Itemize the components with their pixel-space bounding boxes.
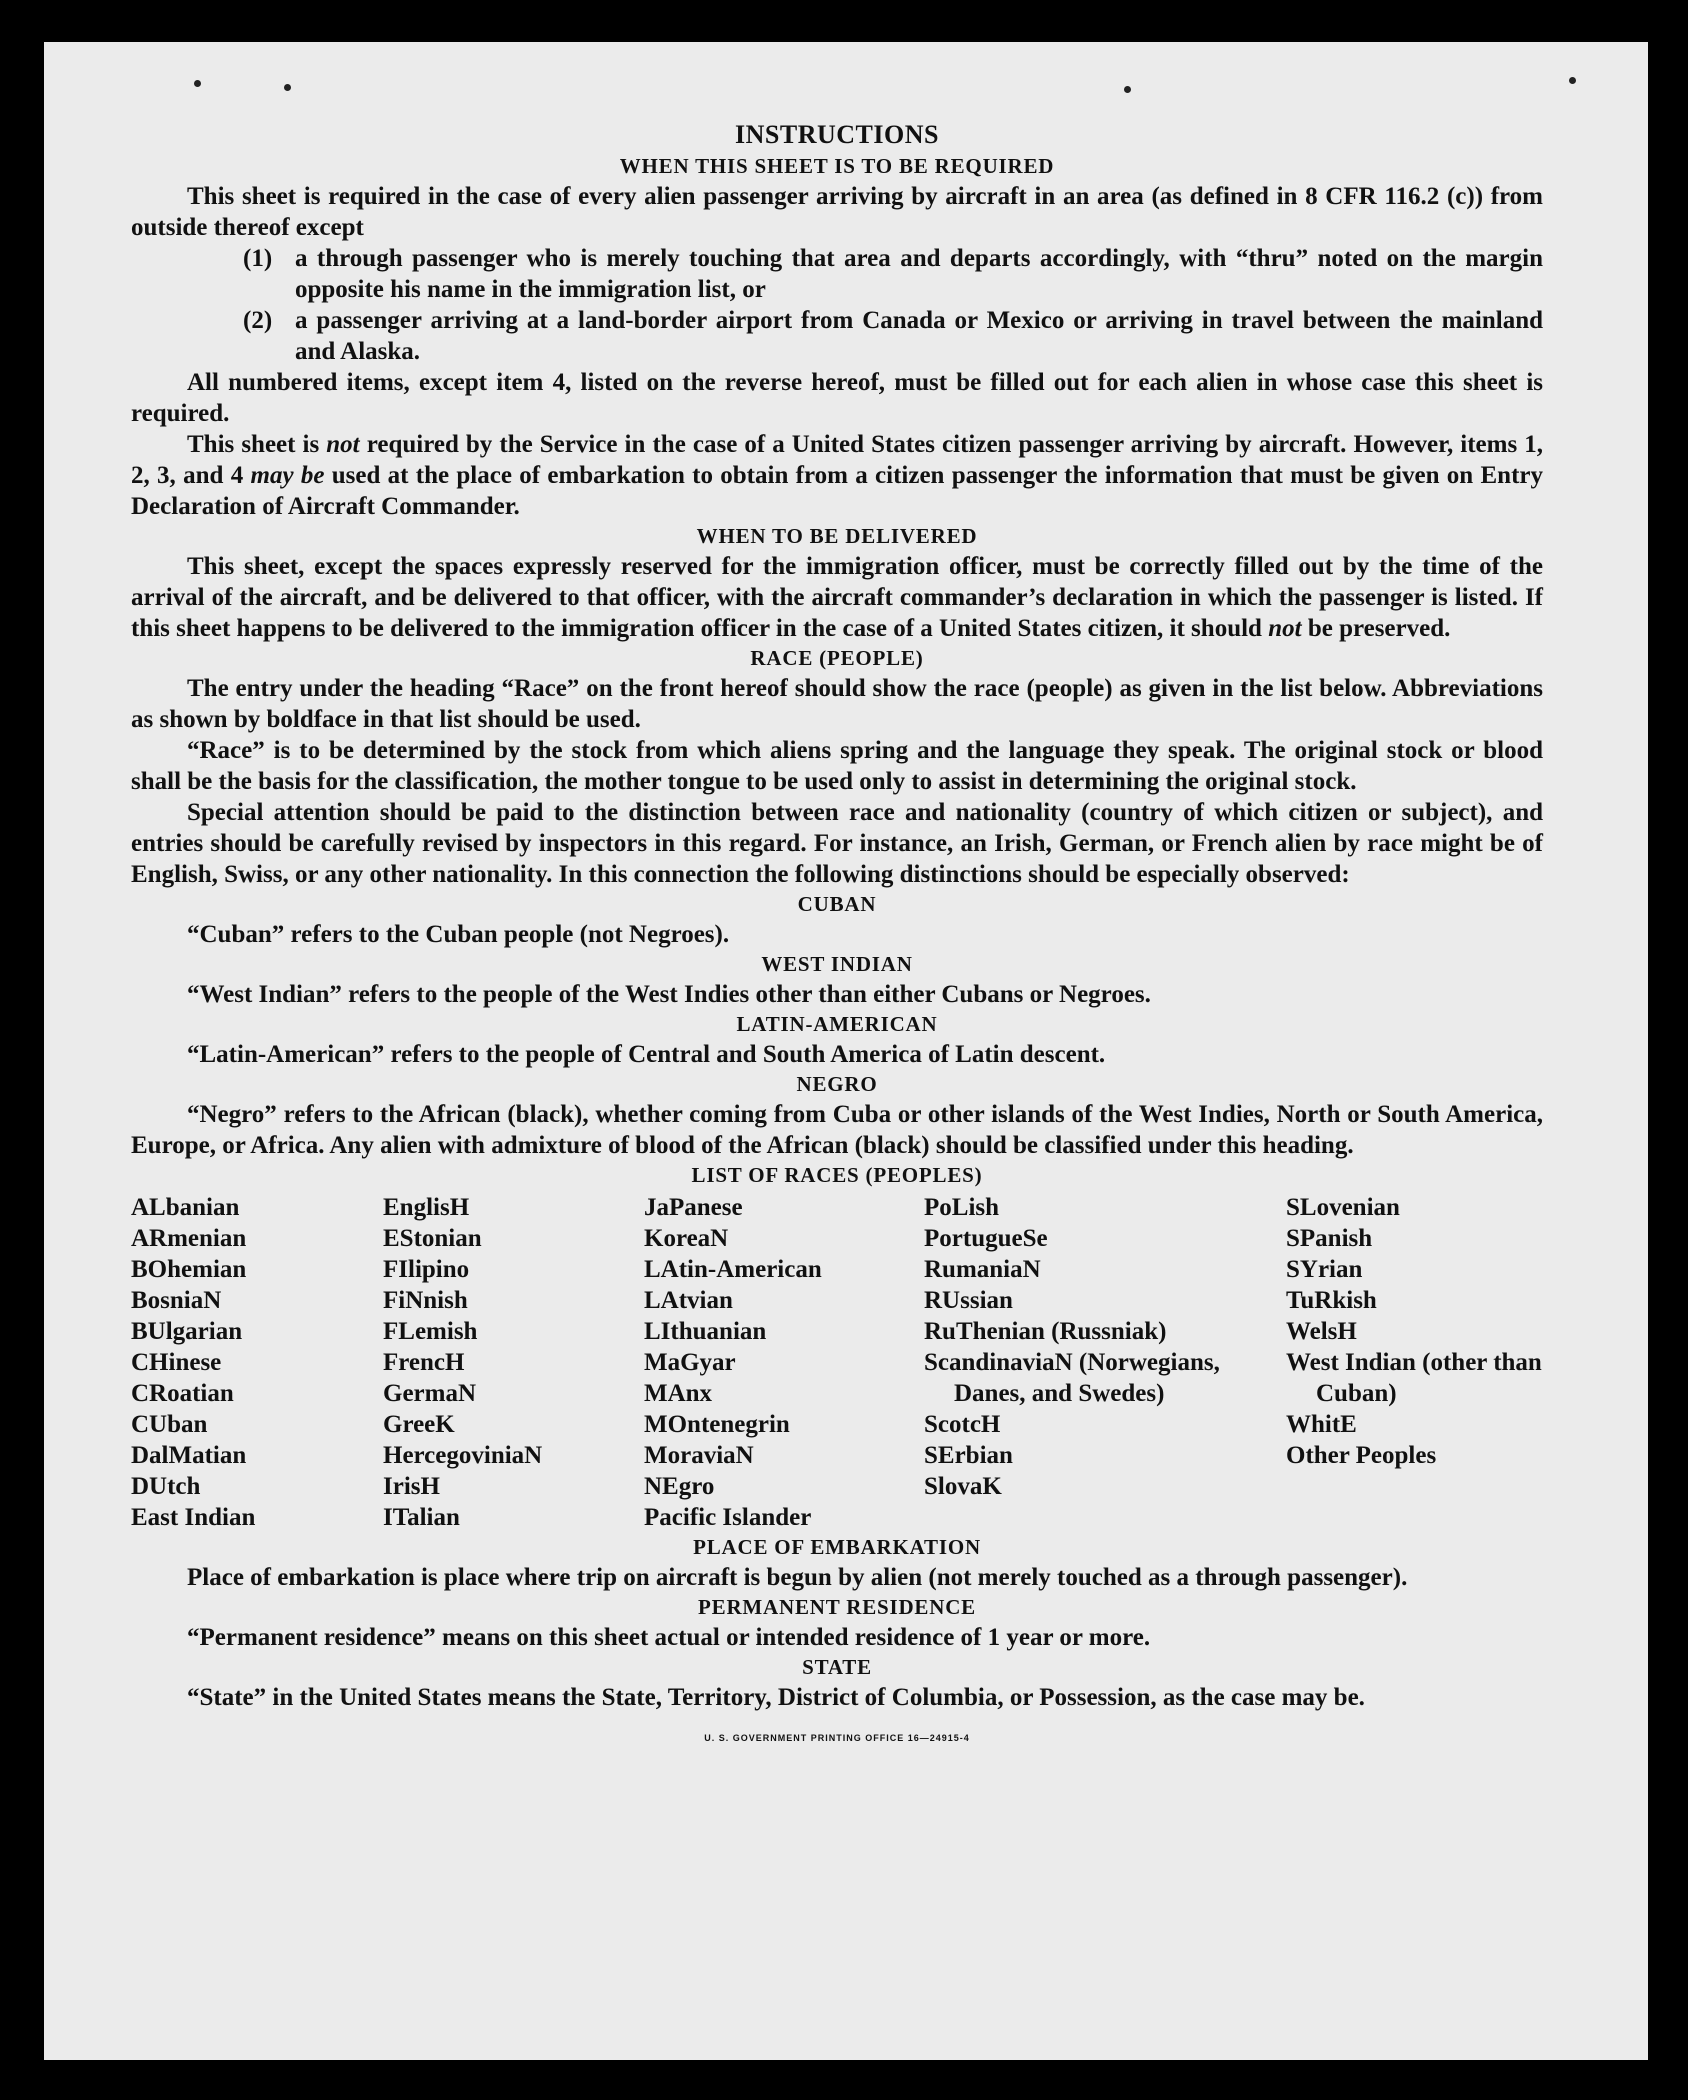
race-entry: EStonian — [383, 1225, 482, 1252]
race-entry: HercegoviniaN — [383, 1442, 543, 1469]
section-heading-state: STATE — [802, 1655, 872, 1679]
section-heading-required: WHEN THIS SHEET IS TO BE REQUIRED — [619, 154, 1055, 178]
race-entry: LAtin-American — [644, 1256, 822, 1283]
delivered-text: This sheet, except the spaces expressly reserved for the immigration officer, must be correctly filled out by the time of the arrival of the aircraft, and be delivered to that officer, with the aircraft commander’s declaration in which the passenger is listed. If this sheet happens to be delivered to the immigration officer in the case of a United States citizen, it should — [131, 553, 1543, 642]
required-paragraph: All numbered items, except item 4, listed on the reverse hereof, must be filled out for each alien in whose case this sheet is required. — [131, 369, 1543, 427]
section-heading-race: RACE (PEOPLE) — [750, 646, 924, 670]
residence-definition: “Permanent residence” means on this sheet actual or intended residence of 1 year or more. — [187, 1624, 1151, 1651]
print-speck — [1569, 77, 1576, 84]
section-heading-latin-american: LATIN-AMERICAN — [736, 1012, 938, 1036]
race-entry: ARmenian — [131, 1225, 247, 1252]
races-column — [924, 1192, 1286, 1533]
race-entry: CUban — [131, 1411, 208, 1438]
race-entry: JaPanese — [644, 1194, 743, 1221]
race-entry: LAtvian — [644, 1287, 733, 1314]
west-indian-definition: “West Indian” refers to the people of the West Indies other than either Cubans or Negroes. — [187, 981, 1151, 1008]
citizen-text: This sheet is — [187, 431, 327, 458]
race-entry: PoLish — [924, 1194, 1000, 1221]
page-title: INSTRUCTIONS — [735, 120, 939, 149]
race-entry: MaGyar — [644, 1349, 736, 1376]
race-entry: FiNnish — [383, 1287, 468, 1314]
races-list — [131, 1192, 1543, 1533]
race-entry: SLovenian — [1286, 1194, 1400, 1221]
race-entry: BOhemian — [131, 1256, 247, 1283]
state-definition: “State” in the United States means the State, Territory, District of Columbia, or Possession, as the case may be. — [187, 1684, 1365, 1711]
races-column — [131, 1192, 383, 1533]
delivered-paragraph — [131, 551, 1543, 644]
race-entry: SPanish — [1286, 1225, 1373, 1252]
race-entry: Pacific Islander — [644, 1504, 812, 1531]
exception-item — [243, 243, 1543, 305]
race-entry: TuRkish — [1286, 1287, 1377, 1314]
race-entry: West Indian (other than Cuban) — [1286, 1349, 1542, 1407]
latin-american-definition: “Latin-American” refers to the people of Central and South America of Latin descent. — [187, 1041, 1106, 1068]
print-speck — [284, 84, 291, 91]
race-entry: WelsH — [1286, 1318, 1357, 1345]
section-heading-cuban: CUBAN — [797, 892, 877, 916]
race-paragraph: Special attention should be paid to the distinction between race and nationality (country of which citizen or subject), and entries should be carefully revised by inspectors in this regard. For instance, an Irish, German, or French alien by race might be of English, Swiss, or any other nationality. In this connection the following distinctions should be especially observed: — [131, 799, 1543, 888]
race-entry: FLemish — [383, 1318, 478, 1345]
race-entry: RuThenian (Russniak) — [924, 1318, 1167, 1345]
emphasis-may-be: may be — [250, 462, 325, 489]
race-entry: IrisH — [383, 1473, 440, 1500]
race-entry: RumaniaN — [924, 1256, 1041, 1283]
race-entry: East Indian — [131, 1504, 256, 1531]
section-heading-residence: PERMANENT RESIDENCE — [698, 1595, 976, 1619]
race-entry: MAnx — [644, 1380, 713, 1407]
exception-text: a passenger arriving at a land-border airport from Canada or Mexico or arriving in travel between the mainland and Alaska. — [295, 307, 1543, 365]
delivered-text: be preserved. — [1301, 615, 1451, 642]
race-entry: ScotcH — [924, 1411, 1001, 1438]
print-speck — [194, 80, 201, 87]
section-heading-west-indian: WEST INDIAN — [761, 952, 913, 976]
race-entry: DUtch — [131, 1473, 201, 1500]
negro-definition: “Negro” refers to the African (black), whether coming from Cuba or other islands of the West Indies, North or South America, Europe, or Africa. Any alien with admixture of blood of the African (black) should be classified under this heading. — [131, 1101, 1543, 1159]
exception-number: (2) — [243, 307, 273, 334]
citizen-text: used at the place of embarkation to obtain from a citizen passenger the information that must be given on Entry Declaration of Aircraft Commander. — [131, 462, 1543, 520]
instructions-body — [131, 118, 1543, 1754]
race-entry: CRoatian — [131, 1380, 234, 1407]
races-list-heading: LIST OF RACES (PEOPLES) — [691, 1163, 983, 1187]
race-entry: SlovaK — [924, 1473, 1002, 1500]
section-heading-embarkation: PLACE OF EMBARKATION — [693, 1535, 981, 1559]
race-entry: BUlgarian — [131, 1318, 243, 1345]
race-entry: NEgro — [644, 1473, 715, 1500]
print-speck — [1124, 86, 1131, 93]
race-entry: LIthuanian — [644, 1318, 767, 1345]
race-entry: ScandinaviaN (Norwegians, Danes, and Swedes) — [924, 1349, 1220, 1407]
required-intro: This sheet is required in the case of every alien passenger arriving by aircraft in an area (as defined in 8 CFR 116.2 (c)) from outside thereof except — [131, 183, 1543, 241]
document-sheet — [44, 42, 1648, 2060]
section-heading-negro: NEGRO — [796, 1072, 878, 1096]
emphasis-not: not — [326, 431, 360, 458]
race-entry: SErbian — [924, 1442, 1013, 1469]
race-entry: FrencH — [383, 1349, 465, 1376]
race-entry: MOntenegrin — [644, 1411, 790, 1438]
race-entry: EnglisH — [383, 1194, 470, 1221]
race-entry: MoraviaN — [644, 1442, 754, 1469]
exception-item — [243, 305, 1543, 367]
exception-text: a through passenger who is merely touching that area and departs accordingly, with “thru” noted on the margin opposite his name in the immigration list, or — [295, 245, 1543, 303]
race-entry: CHinese — [131, 1349, 222, 1376]
race-entry: BosniaN — [131, 1287, 222, 1314]
citizen-text: required by the Service in the case of a United States citizen passenger arriving by aircraft. However, items 1, 2, 3, and 4 — [131, 431, 1543, 489]
race-entry: GreeK — [383, 1411, 455, 1438]
race-entry: SYrian — [1286, 1256, 1363, 1283]
printer-imprint: U. S. GOVERNMENT PRINTING OFFICE 16—24915-4 — [704, 1733, 970, 1743]
section-heading-delivered: WHEN TO BE DELIVERED — [696, 524, 978, 548]
embarkation-definition: Place of embarkation is place where trip on aircraft is begun by alien (not merely touched as a through passenger). — [187, 1564, 1408, 1591]
race-paragraph: “Race” is to be determined by the stock from which aliens spring and the language they speak. The original stock or blood shall be the basis for the classification, the mother tongue to be used only to assist in determining the original stock. — [131, 737, 1543, 795]
race-entry: RUssian — [924, 1287, 1013, 1314]
race-paragraph: The entry under the heading “Race” on the front hereof should show the race (people) as given in the list below. Abbreviations as shown by boldface in that list should be used. — [131, 675, 1543, 733]
exception-number: (1) — [243, 245, 273, 272]
race-entry: KoreaN — [644, 1225, 729, 1252]
cuban-definition: “Cuban” refers to the Cuban people (not Negroes). — [187, 921, 730, 948]
races-column — [644, 1192, 924, 1533]
emphasis-not: not — [1268, 615, 1302, 642]
race-entry: Other Peoples — [1286, 1442, 1437, 1469]
races-column — [383, 1192, 644, 1533]
race-entry: ITalian — [383, 1504, 460, 1531]
race-entry: WhitE — [1286, 1411, 1357, 1438]
race-entry: PortugueSe — [924, 1225, 1048, 1252]
race-entry: DalMatian — [131, 1442, 247, 1469]
race-entry: FIlipino — [383, 1256, 470, 1283]
race-entry: GermaN — [383, 1380, 477, 1407]
race-entry: ALbanian — [131, 1194, 240, 1221]
races-column — [1286, 1192, 1543, 1533]
citizen-paragraph — [131, 429, 1543, 522]
